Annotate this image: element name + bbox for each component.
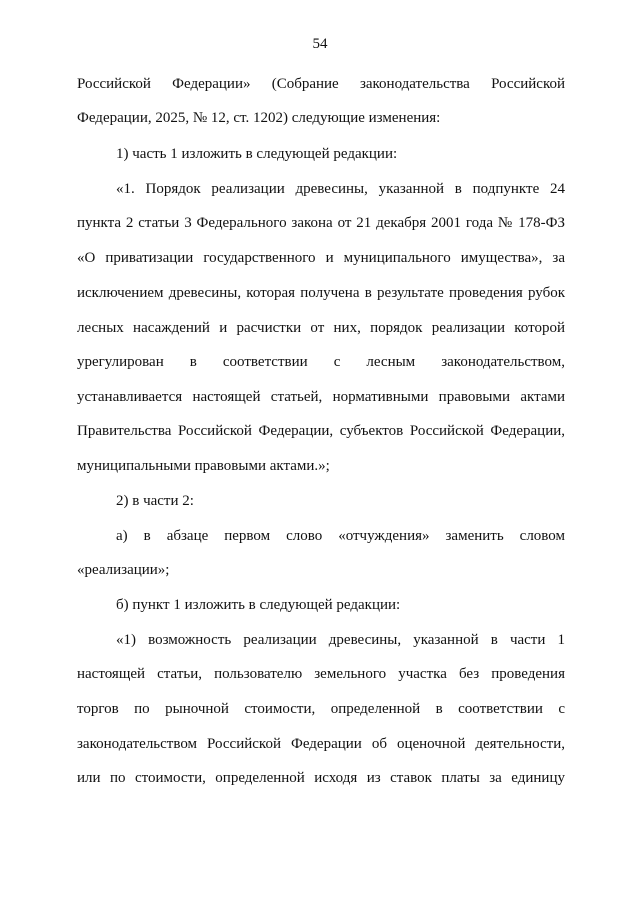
page-number: 54 [312, 36, 328, 52]
text-line-10: устанавливается настоящей статьей, нормативными правовыми актами [77, 389, 565, 405]
text-line-13: 2) в части 2: [116, 493, 194, 509]
text-line-19: торгов по рыночной стоимости, определенной в соответствии с [77, 701, 565, 717]
text-line-11: Правительства Российской Федерации, субъектов Российской Федерации, [77, 423, 565, 439]
text-line-17: «1) возможность реализации древесины, указанной в части 1 [116, 632, 565, 648]
text-line-1: Российской Федерации» (Собрание законодательства Российской [77, 76, 565, 92]
text-line-6: «О приватизации государственного и муниципального имущества», за [77, 250, 565, 266]
text-line-8: лесных насаждений и расчистки от них, порядок реализации которой [77, 320, 565, 336]
text-line-20: законодательством Российской Федерации об оценочной деятельности, [77, 736, 565, 752]
text-line-15: «реализации»; [77, 562, 170, 578]
text-line-16: б) пункт 1 изложить в следующей редакции: [116, 597, 401, 613]
text-line-7: исключением древесины, которая получена в результате проведения рубок [77, 285, 565, 301]
text-line-21: или по стоимости, определенной исходя из ставок платы за единицу [77, 770, 565, 786]
text-line-18: настоящей статьи, пользователю земельного участка без проведения [77, 666, 565, 682]
text-line-3: 1) часть 1 изложить в следующей редакции: [116, 146, 398, 162]
text-line-5: пункта 2 статьи 3 Федерального закона от 21 декабря 2001 года № 178-ФЗ [77, 215, 565, 231]
text-line-2: Федерации, 2025, № 12, ст. 1202) следующие изменения: [77, 110, 441, 126]
text-line-4: «1. Порядок реализации древесины, указанной в подпункте 24 [116, 181, 565, 197]
text-line-14: а) в абзаце первом слово «отчуждения» заменить словом [116, 528, 565, 544]
text-line-12: муниципальными правовыми актами.»; [77, 458, 330, 474]
text-line-9: урегулирован в соответствии с лесным законодательством, [77, 354, 565, 370]
